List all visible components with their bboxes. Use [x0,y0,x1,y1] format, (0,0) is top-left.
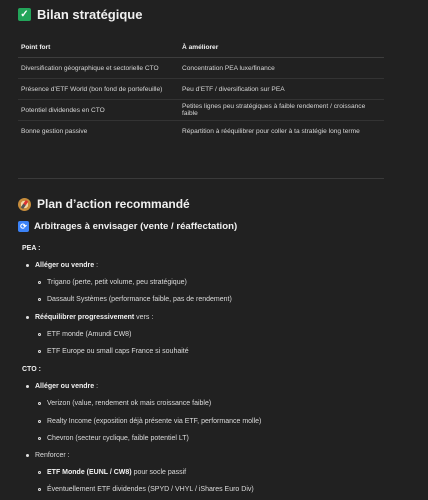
table-row [18,58,384,79]
list-item: Dassault Systèmes (performance faible, pas de rendement) [38,296,232,303]
table-cell: Concentration PEA luxe/finance [179,58,384,79]
cto-alleger-label: Alléger ou vendre [35,383,95,390]
pea-alleger-label: Alléger ou vendre [35,262,95,269]
table-cell: Diversification géographique et sectorielle CTO [18,58,179,79]
bullet-icon [26,264,29,267]
bullet-icon [38,298,41,301]
table-cell: Présence d’ETF World (bon fond de portefeuille) [18,79,179,100]
list-item: ETF Europe ou small caps France si souhaité [38,348,189,355]
bullet-icon [38,437,41,440]
compass-icon [18,198,31,211]
list-item: Éventuellement ETF dividendes (SPYD / VHYL / iShares Euro Div) [38,486,254,493]
pea-alleger-suffix: : [94,262,99,269]
bullet-icon [38,420,41,423]
pea-reequilibrer-suffix: vers : [134,314,154,321]
list-item: Verizon (value, rendement ok mais croissance faible) [38,400,211,407]
table-header-row [18,38,384,58]
list-item: Chevron (secteur cyclique, faible potentiel LT) [38,435,189,442]
pea-reequilibrer-label: Rééquilibrer progressivement [35,314,135,321]
list-item [26,452,70,459]
table-cell: Petites lignes peu stratégiques à faible rendement / croissance faible [179,100,384,121]
bullet-icon [38,488,41,491]
bullet-icon [38,333,41,336]
bilan-heading [18,7,142,22]
list-item [26,262,98,269]
list-item: ETF monde (Amundi CW8) [38,331,131,338]
table-row [18,100,384,121]
table-row [18,79,384,100]
cto-renforcer-label: Renforcer : [35,452,70,459]
bullet-icon [38,402,41,405]
cto-alleger-suffix: : [94,383,99,390]
check-mark-icon: ✓ [18,8,31,21]
bullet-icon [38,471,41,474]
bullet-icon [38,281,41,284]
list-item [26,314,153,321]
cto-label: CTO : [22,366,41,373]
arbitrages-title: Arbitrages à envisager (vente / réaffectation) [34,221,238,232]
bullet-icon [26,385,29,388]
table-row [18,121,384,142]
table-cell: Répartition à rééquilibrer pour coller à ta stratégie long terme [182,127,360,135]
list-item [26,383,98,390]
pea-label: PEA : [22,245,41,252]
bullet-icon [26,454,29,457]
table-cell: Bonne gestion passive [21,127,88,135]
arbitrages-heading [18,221,237,232]
column-header-a-ameliorer: À améliorer [179,38,384,58]
list-item: Realty Income (exposition déjà présente via ETF, performance molle) [38,418,261,425]
plan-title: Plan d’action recommandé [37,197,190,211]
bullet-icon [26,316,29,319]
bilan-table [18,38,384,141]
bullet-icon [38,350,41,353]
section-divider [18,178,384,179]
list-item: ETF Monde (EUNL / CW8) pour socle passif [38,469,186,476]
column-header-point-fort: Point fort [18,38,179,58]
plan-heading [18,197,190,211]
arrows-cycle-icon: ⟳ [18,221,29,232]
table-cell: Peu d’ETF / diversification sur PEA [179,79,384,100]
table-cell: Potentiel dividendes en CTO [18,100,179,121]
list-item: Trigano (perte, petit volume, peu stratégique) [38,279,187,286]
bilan-title: Bilan stratégique [37,7,143,22]
